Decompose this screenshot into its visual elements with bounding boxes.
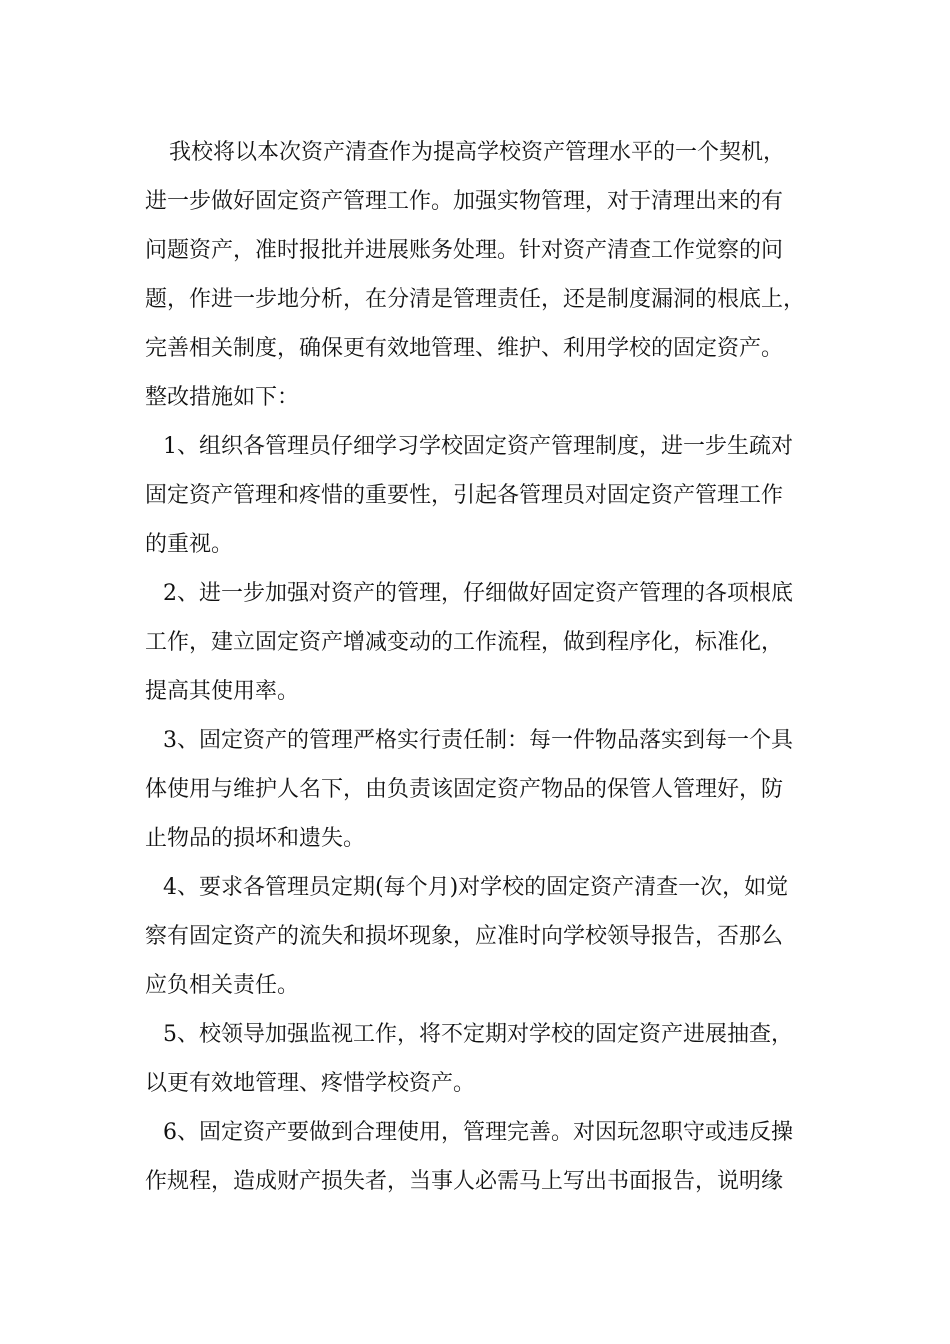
measure-item-5 [145, 1010, 835, 1108]
intro-paragraph [145, 128, 835, 422]
measure-item-1-line-1: 1、组织各管理员仔细学习学校固定资产管理制度，进一步生疏对 [163, 434, 793, 459]
measure-item-3-line-3: 止物品的损坏和遗失。 [145, 826, 366, 851]
intro-line-3: 问题资产，准时报批并进展账务处理。针对资产清查工作觉察的问 [145, 238, 784, 263]
intro-line-4: 题，作进一步地分析，在分清是管理责任，还是制度漏洞的根底上， [145, 287, 806, 312]
measure-item-2-line-1: 2、进一步加强对资产的管理，仔细做好固定资产管理的各项根底 [163, 581, 793, 606]
measure-item-4-line-2: 察有固定资产的流失和损坏现象，应准时向学校领导报告，否那么 [145, 924, 784, 949]
measure-item-2-line-3: 提高其使用率。 [145, 679, 300, 704]
measure-item-3-line-1: 3、固定资产的管理严格实行责任制：每一件物品落实到每一个具 [163, 728, 793, 753]
measure-item-2 [145, 569, 835, 716]
measure-item-4-line-3: 应负相关责任。 [145, 973, 300, 998]
measure-item-3-line-2: 体使用与维护人名下，由负责该固定资产物品的保管人管理好，防 [145, 777, 784, 802]
intro-line-5: 完善相关制度，确保更有效地管理、维护、利用学校的固定资产。 [145, 336, 784, 361]
measure-item-6-line-2: 作规程，造成财产损失者，当事人必需马上写出书面报告，说明缘 [145, 1169, 784, 1194]
measure-item-3 [145, 716, 835, 863]
measure-item-4 [145, 863, 835, 1010]
measure-item-1-line-2: 固定资产管理和疼惜的重要性，引起各管理员对固定资产管理工作 [145, 483, 784, 508]
measure-item-6 [145, 1108, 835, 1206]
measure-item-5-line-1: 5、校领导加强监视工作，将不定期对学校的固定资产进展抽查， [163, 1022, 793, 1047]
intro-line-1: 我校将以本次资产清查作为提高学校资产管理水平的一个契机， [169, 140, 786, 165]
measure-item-2-line-2: 工作，建立固定资产增减变动的工作流程，做到程序化，标准化， [145, 630, 784, 655]
document-body [145, 128, 835, 1206]
intro-line-2: 进一步做好固定资产管理工作。加强实物管理，对于清理出来的有 [145, 189, 784, 214]
measure-item-5-line-2: 以更有效地管理、疼惜学校资产。 [145, 1071, 476, 1096]
measure-item-4-line-1: 4、要求各管理员定期(每个月)对学校的固定资产清查一次，如觉 [163, 875, 789, 900]
intro-line-6: 整改措施如下： [145, 385, 300, 410]
measure-item-6-line-1: 6、固定资产要做到合理使用，管理完善。对因玩忽职守或违反操 [163, 1120, 793, 1145]
measure-item-1-line-3: 的重视。 [145, 532, 234, 557]
measure-item-1 [145, 422, 835, 569]
